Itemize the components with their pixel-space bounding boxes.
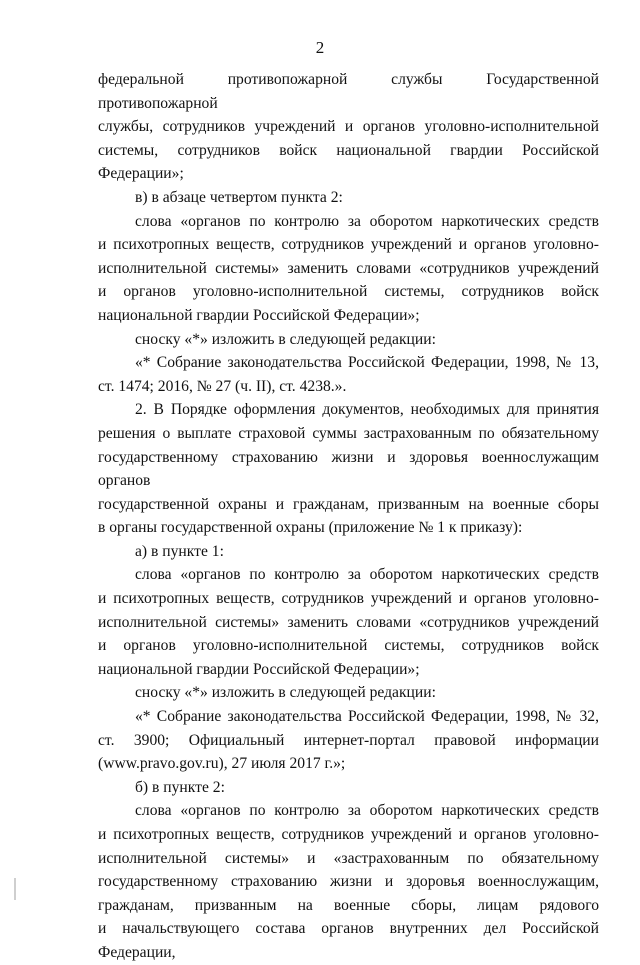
text-line: исполнительной системы» заменить словами «сотрудников учреждений: [98, 259, 599, 277]
text-line: «* Собрание законодательства Российской Федерации, 1998, № 13,: [135, 354, 599, 372]
text-line: слова «органов по контролю за оборотом наркотических средств: [135, 802, 599, 820]
text-line: федеральной противопожарной службы Государственной противопожарной: [98, 71, 599, 112]
text-line: и психотропных веществ, сотрудников учреждений и органов уголовно-: [98, 590, 599, 608]
text-line: б) в пункте 2:: [135, 778, 225, 796]
document-body: [98, 68, 599, 965]
text-line: исполнительной системы» и «застрахованным по обязательному: [98, 849, 599, 867]
text-line: слова «органов по контролю за оборотом наркотических средств: [135, 212, 599, 230]
text-line: «* Собрание законодательства Российской Федерации, 1998, № 32,: [135, 708, 599, 726]
text-line: и психотропных веществ, сотрудников учреждений и органов уголовно-: [98, 826, 599, 843]
text-line: национальной гвардии Российской Федерации»;: [98, 660, 420, 678]
text-line: гражданам, призванным на военные сборы, лицам рядового: [98, 896, 599, 914]
text-line: а) в пункте 1:: [135, 542, 224, 560]
text-line: государственному страхованию жизни и здоровья военнослужащим органов: [98, 448, 599, 490]
text-line: решения о выплате страховой суммы застрахованным по обязательному: [98, 424, 599, 442]
text-line: ст. 3900; Официальный интернет-портал правовой информации: [98, 731, 599, 749]
text-line: в) в абзаце четвертом пункта 2:: [135, 188, 343, 206]
text-line: и психотропных веществ, сотрудников учреждений и органов уголовно-: [98, 236, 599, 254]
text-line: и органов уголовно-исполнительной системы, сотрудников войск: [98, 637, 599, 655]
scan-edge-mark: [14, 878, 16, 900]
page-number: 2: [315, 38, 325, 57]
text-line: службы, сотрудников учреждений и органов уголовно-исполнительной: [98, 118, 599, 136]
text-line: слова «органов по контролю за оборотом наркотических средств: [135, 566, 599, 584]
text-line: государственному страхованию жизни и здоровья военнослужащим,: [98, 873, 599, 891]
text-line: в органы государственной охраны (приложение № 1 к приказу):: [98, 519, 523, 537]
text-line: сноску «*» изложить в следующей редакции:: [135, 684, 436, 702]
text-line: ст. 1474; 2016, № 27 (ч. II), ст. 4238.».: [98, 377, 347, 395]
text-line: сноску «*» изложить в следующей редакции:: [135, 330, 436, 348]
text-line: системы, сотрудников войск национальной гвардии Российской Федерации»;: [98, 141, 599, 183]
text-line: и органов уголовно-исполнительной системы, сотрудников войск: [98, 283, 599, 301]
text-line: 2. В Порядке оформления документов, необходимых для принятия: [135, 401, 599, 419]
text-line: (www.pravo.gov.ru), 27 июля 2017 г.»;: [98, 755, 346, 773]
text-line: государственной охраны и гражданам, призванным на военные сборы: [98, 495, 599, 513]
text-line: исполнительной системы» заменить словами «сотрудников учреждений: [98, 613, 599, 631]
text-line: национальной гвардии Российской Федерации»;: [98, 306, 420, 324]
text-line: и начальствующего состава органов внутренних дел Российской Федерации,: [98, 920, 599, 961]
